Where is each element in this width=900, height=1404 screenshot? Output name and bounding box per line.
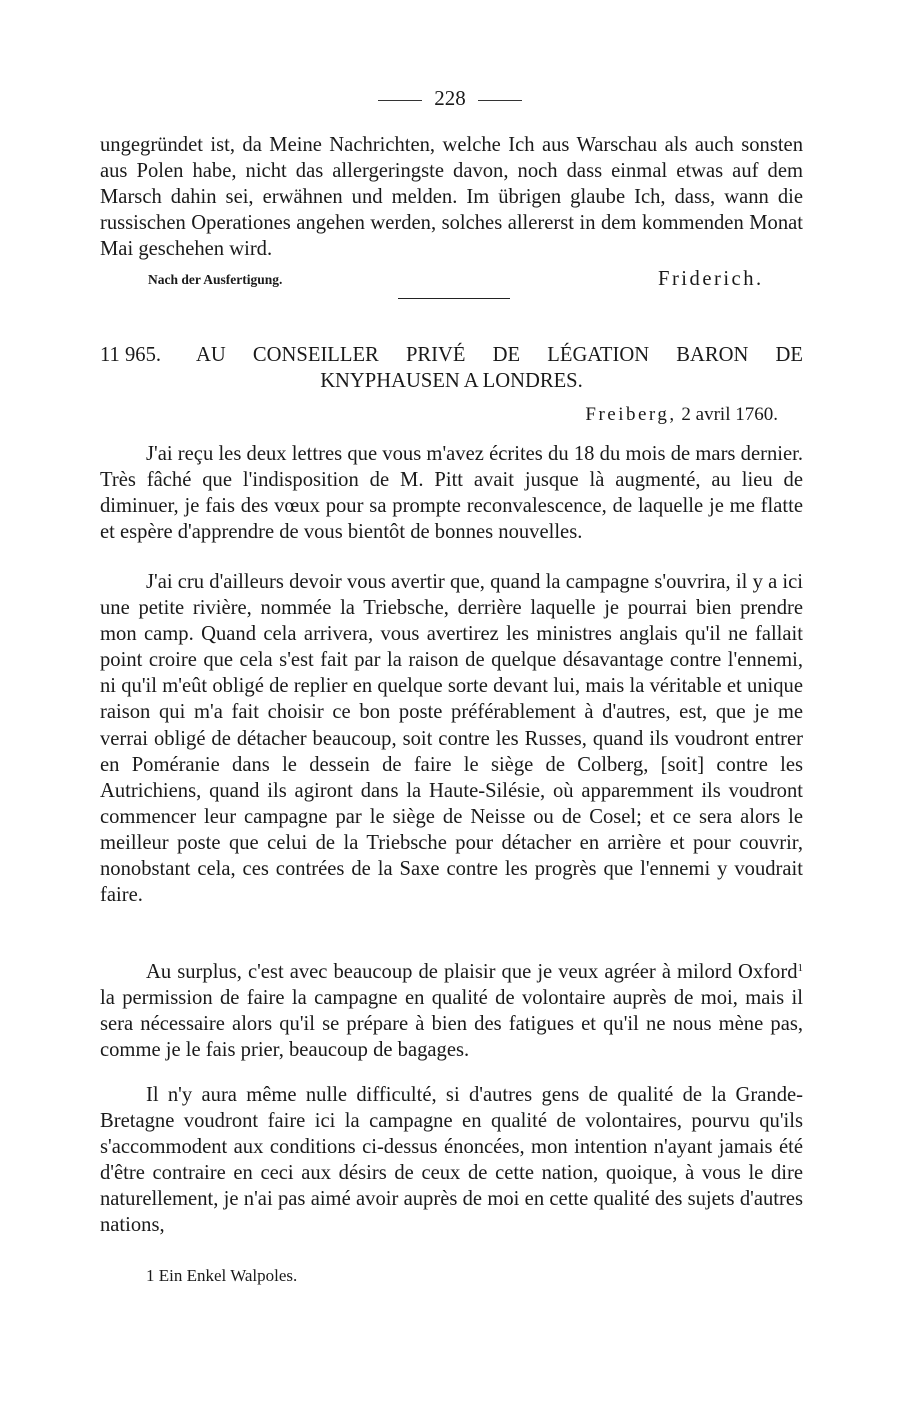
letter-paragraph-4: Il n'y aura même nulle difficulté, si d'autres gens de qualité de la Grande-Bretagne voudront faire ici la campagne en qualité de volontaires, pourvu qu'ils s'accommodent aux conditions ci-dessus énoncées, mon intention n'ayant jamais été d'être contraire en ceci aux désirs de ceux de cette nation, quoique, à vous le dire naturellement, je n'ai pas aimé avoir auprès de moi en cette qualité des sujets d'autres nations, — [100, 1084, 803, 1237]
header-dash-left — [378, 100, 422, 101]
previous-letter-ending: ungegründet ist, da Meine Nachrichten, welche Ich aus Warschau als auch sonsten aus Polen habe, nicht das allergeringste davon, noch dass einmal etwas auf dem Marsch dahin sei, erwähnen und melden. Im übrigen glaube Ich, dass, wann die russischen Operationes angehen werden, solches allererst in dem kommenden Monat Mai geschehen wird. — [100, 134, 803, 261]
dateline-place: Freiberg, — [585, 404, 677, 425]
letter-paragraph-1: J'ai reçu les deux lettres que vous m'avez écrites du 18 du mois de mars dernier. Très fâché que l'indisposition de M. Pitt avait jusque là augmenté, au lieu de diminuer, je fais des vœux pour sa prompte reconvalescence, de laquelle je me flatte et espère d'apprendre de vous bientôt de bonnes nouvelles. — [100, 443, 803, 544]
source-note: Nach der Ausfertigung. — [148, 272, 283, 287]
letter-heading-line-1: AU CONSEILLER PRIVÉ DE LÉGATION BARON DE — [196, 344, 803, 366]
footnote-text: Ein Enkel Walpoles. — [158, 1266, 298, 1285]
footnote-ref: 1 — [797, 962, 803, 974]
section-divider — [398, 298, 510, 299]
dateline — [585, 404, 778, 426]
dateline-date: 2 avril 1760. — [681, 404, 778, 425]
letter-paragraph-3 — [100, 955, 803, 1063]
header-dash-right — [478, 100, 522, 101]
letter-paragraph-2: J'ai cru d'ailleurs devoir vous avertir que, quand la campagne s'ouvrira, il y a ici une petite rivière, nommée la Triebsche, derrière laquelle je pourrai bien prendre mon camp. Quand cela arrivera, vous avertirez les ministres anglais qu'il ne fallait point croire que cela s'est fait par la raison de quelque désavantage contre l'ennemi, ni qu'il m'eût obligé de replier en quelque sorte devant lui, mais la véritable et unique raison qui m'a fait choisir ce bon poste préférablement à d'autres, est, que je me verrai obligé de détacher beaucoup, soit contre les Russes, quand ils voudront entrer en Poméranie dans le dessein de faire le siège de Colberg, [soit] contre les Autrichiens, quand ils agiront dans la Haute-Silésie, où apparemment ils voudront commencer leur campagne par le siège de Neisse ou de Cosel; et ce sera alors le meilleur poste que celui de la Triebsche pour détacher en arrière et pour couvrir, nonobstant cela, ces contrées de la Saxe contre les progrès que l'ennemi y voudrait faire. — [100, 571, 803, 907]
footnote-marker: 1 — [146, 1266, 155, 1285]
paragraph-3-text-b: la permission de faire la campagne en qualité de volontaire auprès de moi, mais il sera nécessaire alors qu'il se prépare à bien des fatigues et qu'il ne nous mène pas, comme je le fais prier, beaucoup de bagages. — [100, 987, 803, 1062]
page-header — [0, 86, 900, 111]
footnote — [146, 1266, 297, 1286]
paragraph-3-text-a: Au surplus, c'est avec beaucoup de plaisir que je veux agréer à milord Oxford — [146, 961, 798, 983]
letter-number: 11 965. — [100, 344, 162, 366]
letter-heading-line-2: KNYPHAUSEN A LONDRES. — [320, 370, 583, 392]
page-number: 228 — [434, 86, 466, 110]
signature: Friderich. — [658, 268, 764, 290]
